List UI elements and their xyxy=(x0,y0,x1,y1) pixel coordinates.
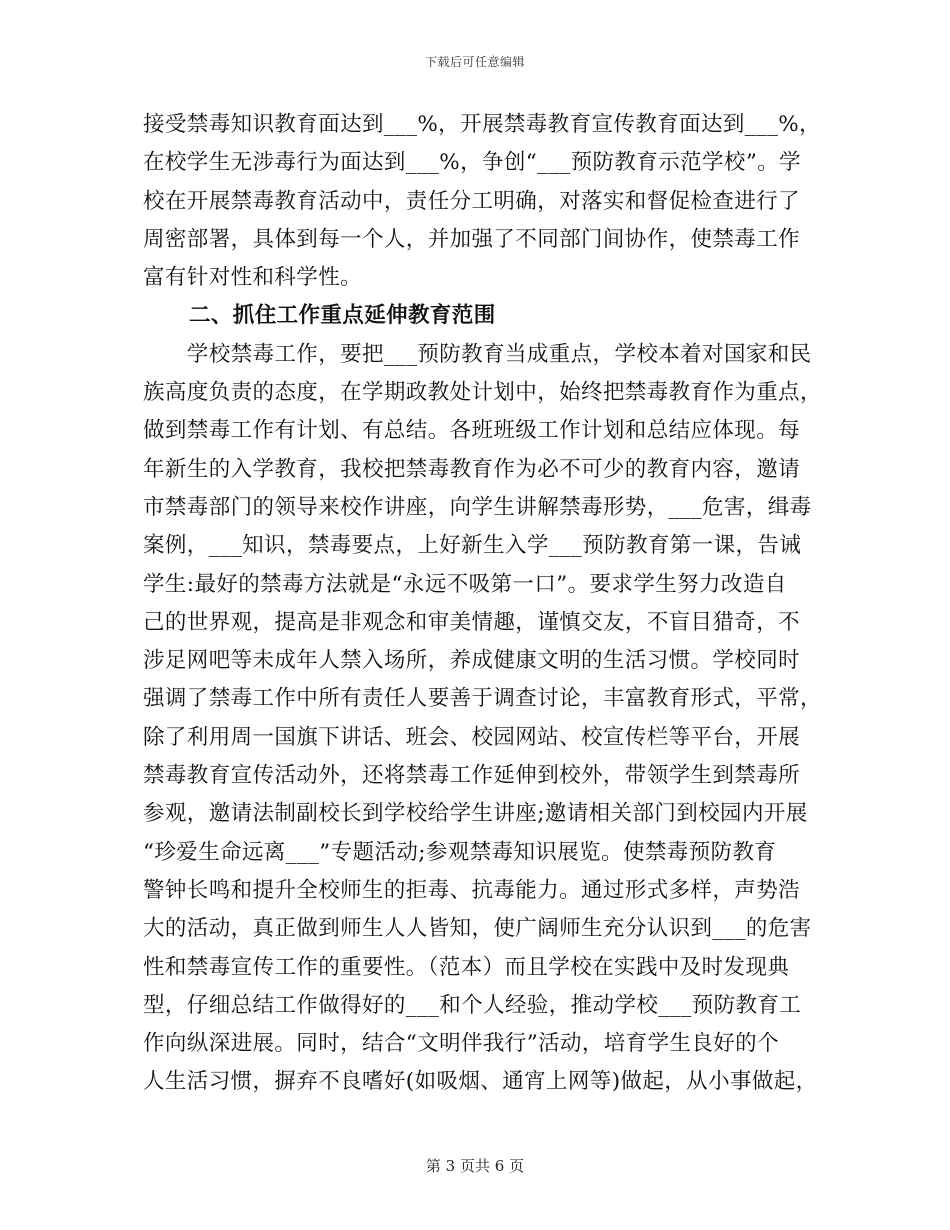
body-line: 周密部署，具体到每一个人，并加强了不同部门间协作，使禁毒工作 xyxy=(143,226,801,252)
body-line: “珍爱生命远离___”专题活动;参观禁毒知识展览。使禁毒预防教育 xyxy=(143,839,777,865)
body-line: 警钟长鸣和提升全校师生的拒毒、抗毒能力。通过形式多样，声势浩 xyxy=(143,877,801,903)
body-line: 在校学生无涉毒行为面达到___%，争创“___预防教育示范学校”。学 xyxy=(143,150,802,176)
body-line: 学生:最好的禁毒方法就是“永远不吸第一口”。要求学生努力改造自 xyxy=(143,571,787,597)
section-heading: 二、抓住工作重点延伸教育范围 xyxy=(189,303,496,329)
body-line: 人生活习惯，摒弃不良嗜好(如吸烟、通宵上网等)做起，从小事做起， xyxy=(143,1069,818,1095)
body-line: 作向纵深进展。同时，结合“文明伴我行”活动，培育学生良好的个 xyxy=(143,1031,779,1057)
body-line: 强调了禁毒工作中所有责任人要善于调查讨论，丰富教育形式，平常， xyxy=(143,686,822,712)
body-line: 市禁毒部门的领导来校作讲座，向学生讲解禁毒形势，___危害，缉毒 xyxy=(143,494,812,520)
body-line: 涉足网吧等未成年人禁入场所，养成健康文明的生活习惯。学校同时 xyxy=(143,648,801,674)
body-line: 案例，___知识，禁毒要点，上好新生入学___预防教育第一课，告诫 xyxy=(143,533,802,559)
page-number: 第 3 页共 6 页 xyxy=(425,1157,525,1175)
body-line: 学校禁毒工作，要把___预防教育当成重点，学校本着对国家和民 xyxy=(143,341,812,367)
body-line: 除了利用周一国旗下讲话、班会、校园网站、校宣传栏等平台，开展 xyxy=(143,724,801,750)
body-line: 做到禁毒工作有计划、有总结。各班班级工作计划和总结应体现。每 xyxy=(143,418,801,444)
body-line: 接受禁毒知识教育面达到___%，开展禁毒教育宣传教育面达到___%， xyxy=(143,112,821,137)
body-line: 大的活动，真正做到师生人人皆知，使广阔师生充分认识到___的危害 xyxy=(143,916,812,942)
page-header-note: 下载后可任意编辑 xyxy=(424,55,525,69)
body-line: 富有针对性和科学性。 xyxy=(143,265,363,291)
body-line: 己的世界观，提高是非观念和审美情趣，谨慎交友，不盲目猎奇，不 xyxy=(143,609,801,635)
body-line: 型，仔细总结工作做得好的___和个人经验，推动学校___预防教育工 xyxy=(143,992,802,1018)
body-line: 性和禁毒宣传工作的重要性。（范本）而且学校在实践中及时发现典 xyxy=(143,954,790,980)
body-line: 族高度负责的态度，在学期政教处计划中，始终把禁毒教育作为重点， xyxy=(143,380,822,406)
body-line: 年新生的入学教育，我校把禁毒教育作为必不可少的教育内容，邀请 xyxy=(143,456,801,482)
document-body xyxy=(143,106,822,1102)
body-line: 参观，邀请法制副校长到学校给学生讲座;邀请相关部门到校园内开展 xyxy=(143,801,808,827)
body-line: 校在开展禁毒教育活动中，责任分工明确，对落实和督促检查进行了 xyxy=(143,188,801,214)
body-line: 禁毒教育宣传活动外，还将禁毒工作延伸到校外，带领学生到禁毒所 xyxy=(143,763,801,789)
